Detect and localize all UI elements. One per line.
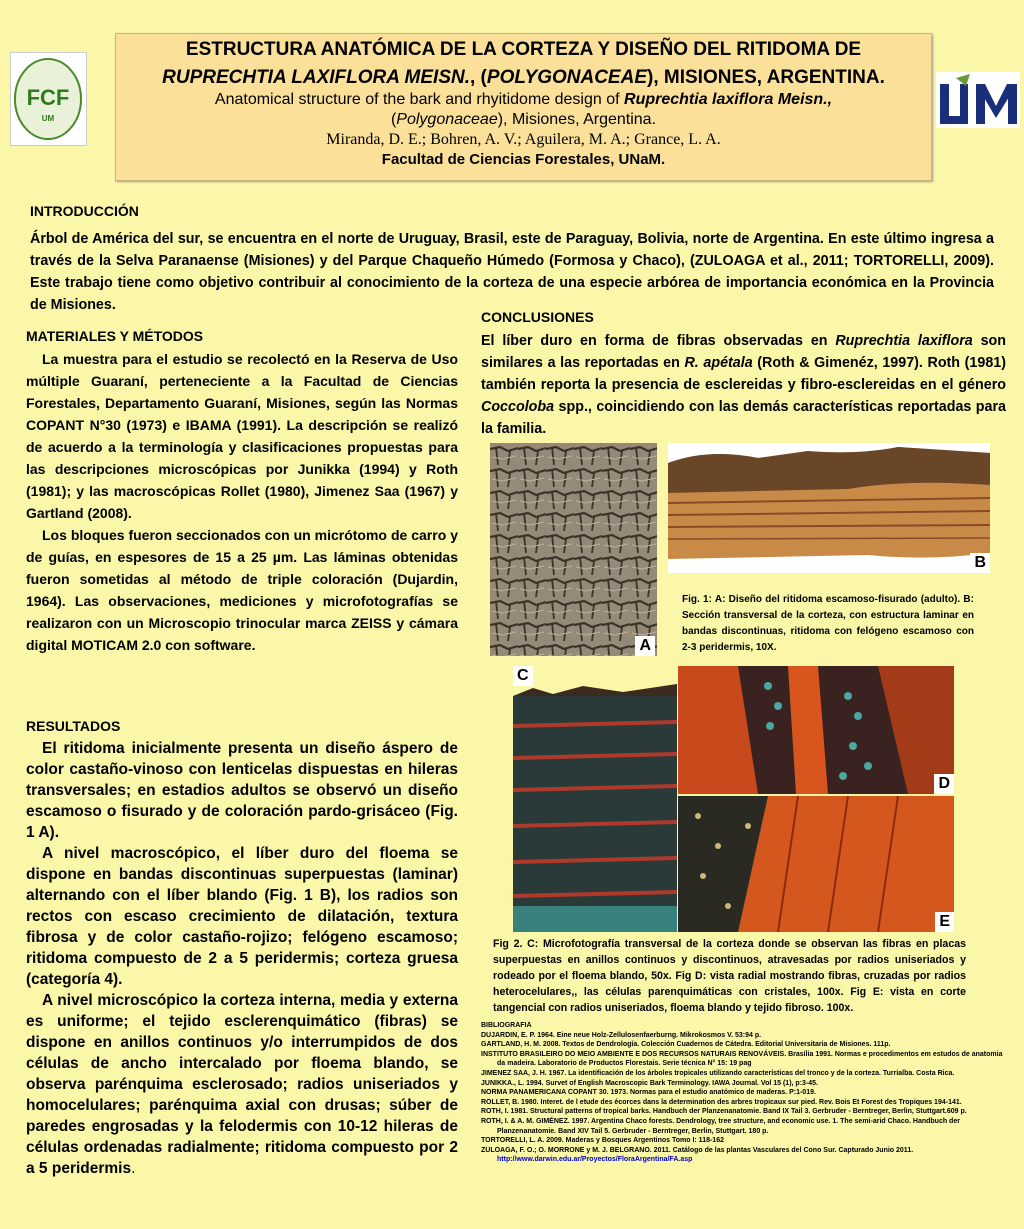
reference: ZULOAGA, F. O.; O. MORRONE y M. J. BELGRANO. 2011. Catálogo de las plantas Vasculares del Cono Sur. Capturado Junio 2011.	[481, 1146, 914, 1154]
bibliography-heading: BIBLIOGRAFIA	[481, 1022, 532, 1029]
figure-1-caption: Fig. 1: A: Diseño del ritidoma escamoso-fisurado (adulto). B: Sección transversal de la corteza, con estructura laminar en bandas discontinuas, ritidoma con felógeno escamoso con 2-3 peridermis, 10X.	[682, 594, 974, 653]
figure-2d-micrograph	[678, 666, 954, 794]
methods-p1: La muestra para el estudio se recolectó en la Reserva de Uso múltiple Guaraní, perteneciente a la Facultad de Ciencias Forestales, Departamento Guaraní, Misiones, según las Normas COPANT N°30 (1973) e IBAMA (1991). La descripción se realizó de acuerdo a la terminología y clasificaciones propuestas para las descripciones microscópicas por Junikka (1994) y Roth (1981); y las macroscópicas Rollet (1980), Jimenez Saa (1967) y Gartland (2008).	[26, 351, 458, 521]
figure-1a-bark-photo	[490, 443, 657, 656]
title-sep-1: , (	[470, 67, 487, 88]
figure-2e-micrograph	[678, 796, 954, 932]
institution: Facultad de Ciencias Forestales, UNaM.	[381, 151, 666, 168]
figure-2c-micrograph	[513, 666, 677, 932]
conclusions-genus: Coccoloba	[481, 399, 555, 415]
subtitle-text: Anatomical structure of the bark and rhyitidome design of	[214, 91, 625, 108]
results-p3: A nivel microscópico la corteza interna, media y externa es uniforme; el tejido esclerenquimático (fibras) se dispone en anillos continuos y/o interrumpidos de dos células de ancho intercalado por floema blando, se observa parénquima esclerosado; radios uniseriados y homocelulares; parénquima axial con drusas; súber de paredes engrosadas y la felodermis con 10-12 hileras de células ordenadas radialmente; ritidoma compuesto por 2 a 5 peridermis	[26, 992, 458, 1177]
reference: TORTORELLI, L. A. 2009. Maderas y Bosques Argentinos Tomo I: 118-162	[481, 1137, 724, 1145]
reference: ROLLET, B. 1980. Interet. de l etude des écorces dans la determination des arbres tropicaux sur pied. Rev. Bois Et Forest des Tropiques 194-141.	[481, 1098, 962, 1106]
title-location: ), MISIONES, ARGENTINA.	[647, 67, 885, 88]
unam-logo	[936, 72, 1020, 128]
bibliography	[481, 1021, 1006, 1165]
methods-heading: MATERIALES Y MÉTODOS	[26, 328, 204, 344]
subtitle-line-1	[116, 90, 931, 110]
subtitle-family: Polygonaceae	[396, 111, 498, 128]
intro-text: Árbol de América del sur, se encuentra en el norte de Uruguay, Brasil, este de Paraguay, Bolivia, norte de Argentina. En este último ingresa a través de la Selva Paranaense (Misiones) y del Parque Chaqueño Húmedo (Formosa y Chaco), (ZULOAGA et al., 2011; TORTORELLI, 2009). Este trabajo tiene como objetivo contribuir al conocimiento de la corteza de una especie arbórea de importancia económica en la Provincia de Misiones.	[30, 231, 994, 313]
results-heading: RESULTADOS	[26, 718, 121, 734]
reference: INSTITUTO BRASILEIRO DO MEIO AMBIENTE E DOS RECURSOS NATURAIS RENOVÁVEIS. Brasília 1991. Normas e procedimentos em estudos de anatomia da madeira. Laboratorio de Productos Florestais. Serie técnica N° 15: 19 pag	[481, 1050, 1003, 1068]
reference: JIMENEZ SAA, J. H. 1967. La identificación de los árboles tropicales utilizando características del tronco y de la corteza. Turrialba. Costa Rica.	[481, 1069, 955, 1077]
cross-section-graphic	[668, 443, 990, 573]
reference: ROTH, I. 1981. Structural patterns of tropical barks. Handbuch der Planzenanatomie. Band IX Tail 3. Gerbruder - Berntreger, Berlin, Stuttgart.609 p.	[481, 1108, 967, 1116]
conclusions-t1: El líber duro en forma de fibras observadas en	[481, 333, 836, 349]
reference-link-row	[481, 1155, 1006, 1165]
reference: NORMA PANAMERICANA COPANT 30. 1973. Normas para el estudio anatómico de maderas. P:1-019.	[481, 1089, 816, 1097]
micrograph-c	[513, 666, 677, 932]
fcf-logo-graphic	[11, 53, 86, 145]
label-b: B	[970, 553, 990, 573]
bark-texture	[490, 443, 657, 656]
conclusions-t5: (Roth & Gimenéz, 1997). Roth (1981) también reporta la presencia de esclereidas y fibro-esclereidas en el género	[481, 355, 1006, 393]
fcf-logo	[10, 52, 87, 146]
micrograph-e	[678, 796, 954, 932]
results-p2: A nivel macroscópico, el líber duro del floema se dispone en bandas discontinuas superpuestas (laminar) alternando con el líber blando (Fig. 1 B), los radios son rectos con escaso crecimiento de dilatación, textura fibrosa y de color castaño-rojizo; felógeno escamoso; ritidoma compuesto de 2 a 5 peridermis; corteza gruesa (categoría 4).	[26, 845, 458, 988]
methods-text	[26, 348, 458, 656]
species-name-title: RUPRECHTIA LAXIFLORA MEISN.	[162, 67, 470, 88]
unam-logo-graphic	[936, 72, 1020, 128]
micrograph-d	[678, 666, 954, 794]
intro-heading: INTRODUCCIÓN	[30, 203, 139, 219]
title-line-2	[116, 66, 931, 90]
reference: GARTLAND, H. M. 2008. Textos de Dendrología. Colección Cuadernos de Cátedra. Editorial Universitaria de Misiones. 111p.	[481, 1041, 891, 1049]
label-e: E	[935, 912, 954, 932]
title-line-1: ESTRUCTURA ANATÓMICA DE LA CORTEZA Y DISEÑO DEL RITIDOMA DE	[185, 39, 862, 60]
figure-1b-cross-section	[668, 443, 990, 573]
results-text	[26, 738, 458, 1179]
subtitle-species: Ruprechtia laxiflora Meisn.,	[624, 91, 833, 108]
subtitle-paren: (	[390, 111, 397, 128]
methods-p2: Los bloques fueron seccionados con un micrótomo de carro y de guías, en espesores de 15 a 25 µm. Las láminas obtenidas fueron sometidas al método de triple coloración (Dujardin, 1964). Las observaciones, mediciones y microfotografías se realizaron con un Microscopio trinocular marca ZEISS y cámara digital MOTICAM 2.0 con software.	[26, 527, 458, 653]
reference: DUJARDIN, E. P. 1964. Eine neue Holz-Zellulosenfaerburng. Mikrokosmos V. 53:94 p.	[481, 1031, 762, 1039]
reference: JUNIKKA., L. 1994. Survet of English Macroscopic Bark Terminology. IAWA Journal. Vol 15 (1), p:3-45.	[481, 1079, 818, 1087]
title-box	[115, 33, 932, 181]
conclusions-heading: CONCLUSIONES	[481, 309, 594, 325]
results-p1: El ritidoma inicialmente presenta un diseño áspero de color castaño-vinoso con lenticelas dispuestas en hileras transversales; en estadios adultos se observó un diseño escamoso o fisurado y de coloración pardo-grisáceo (Fig. 1 A).	[26, 740, 458, 841]
flora-argentina-link[interactable]: http://www.darwin.edu.ar/Proyectos/FloraArgentina/FA.asp	[497, 1156, 693, 1164]
family-name-title: POLYGONACEAE	[486, 67, 647, 88]
reference: ROTH, I. & A. M. GIMÉNEZ. 1997. Argentina Chaco forests. Dendrology, tree structure, and economic use. 1. The semi-arid Chaco. Handbuch der Planzenanatomie. Band XIV Tail 5. Gerbruder - Berntreger, Berlin, Stuttgart. 180 p.	[481, 1117, 960, 1135]
conclusions-t7: spp., coincidiendo con las demás características reportadas para la familia.	[481, 399, 1006, 437]
subtitle-location: ), Misiones, Argentina.	[497, 111, 657, 128]
label-c: C	[513, 666, 533, 686]
figure-2-caption: Fig 2. C: Microfotografía transversal de la corteza donde se observan las fibras en placas superpuestas en anillos continuos y discontinuos, atravesadas por radios uniseriados y rodeado por el floema blando, 50x. Fig D: vista radial mostrando fibras, cruzadas por radios heterocelulares,, las células parenquimáticas con cristales, 100x. Fig E: vista en corte tangencial con radios uniseriados, floema blando y tejido fibroso. 100x.	[493, 938, 966, 1014]
fcf-logo-subtext: UM	[41, 114, 55, 123]
conclusions-species-2: R. apétala	[684, 355, 753, 371]
subtitle-line-2	[116, 110, 931, 130]
conclusions-t3: son similares a las reportadas en	[481, 333, 1007, 371]
results-p3-end: .	[131, 1160, 136, 1177]
fcf-logo-text: FCF	[26, 85, 70, 110]
conclusions-species: Ruprechtia laxiflora	[835, 333, 973, 349]
authors: Miranda, D. E.; Bohren, A. V.; Aguilera, M. A.; Grance, L. A.	[326, 131, 721, 148]
label-a: A	[635, 636, 655, 656]
conclusions-text	[481, 330, 1006, 440]
label-d: D	[934, 774, 954, 794]
